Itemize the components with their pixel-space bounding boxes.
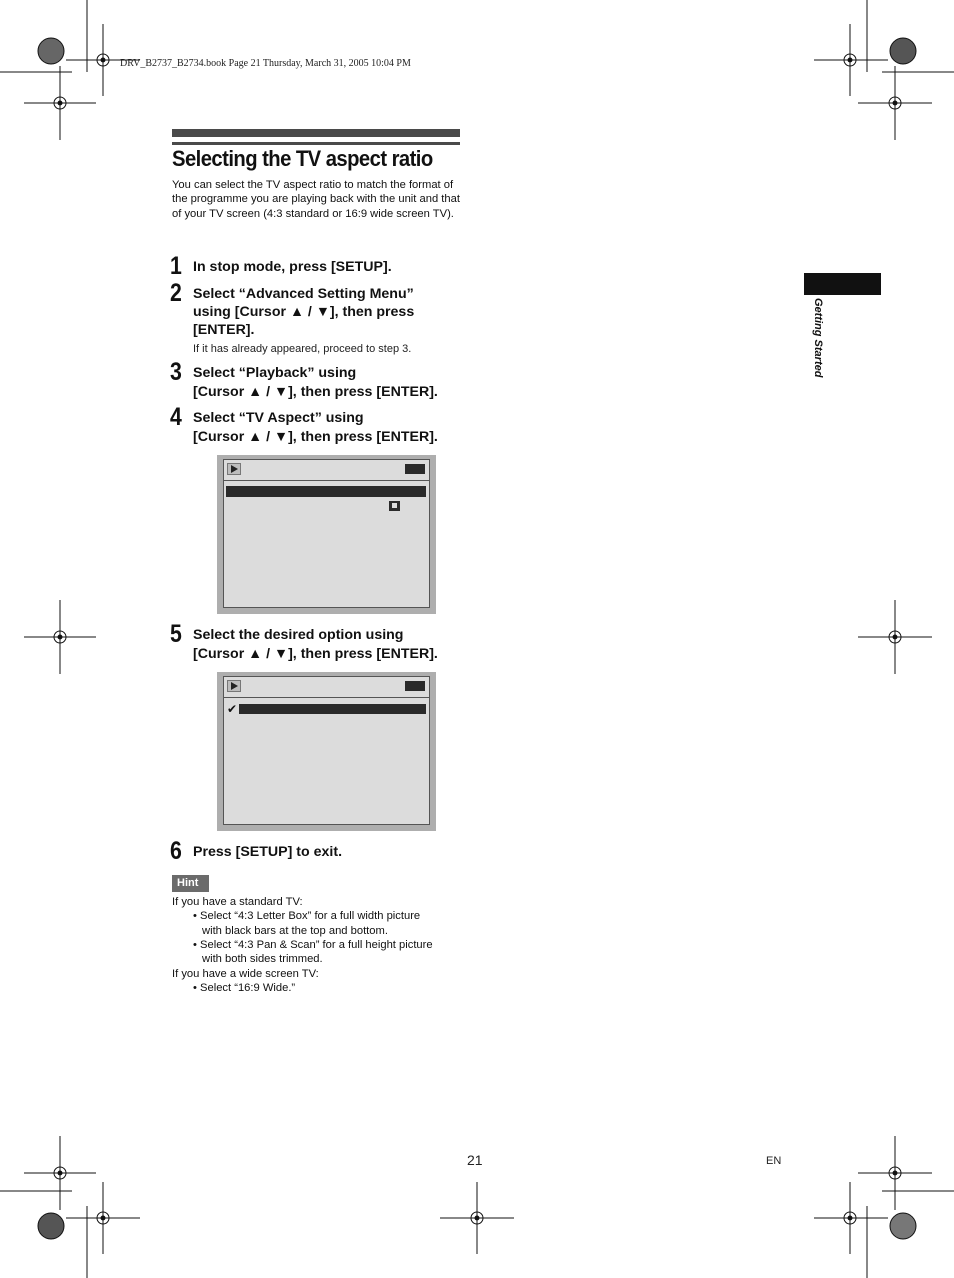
page-title: Selecting the TV aspect ratio — [172, 146, 433, 171]
step-line: Select “Advanced Setting Menu” — [193, 286, 414, 302]
title-rule-thin — [172, 142, 460, 145]
step-line: Press [SETUP] to exit. — [193, 844, 343, 860]
step-line: using [Cursor ▲ / ▼], then press — [193, 304, 415, 320]
section-tab-label: Getting Started — [812, 298, 824, 378]
hint-line: • Select “4:3 Letter Box” for a full width picture — [193, 910, 421, 922]
step-line: Select “TV Aspect” using — [193, 410, 364, 426]
check-icon: ✔ — [227, 702, 238, 716]
step-line: [Cursor ▲ / ▼], then press [ENTER]. — [193, 429, 438, 445]
osd-mode-tag — [405, 464, 425, 474]
play-icon — [227, 680, 241, 692]
section-tab — [804, 273, 881, 295]
hint-line: • Select “16:9 Wide.” — [193, 982, 296, 994]
osd-mode-tag — [405, 681, 425, 691]
step-number: 6 — [170, 837, 182, 865]
osd-header — [224, 460, 429, 481]
intro-paragraph: You can select the TV aspect ratio to match the format of the programme you are playing back with the unit and that of your TV screen (4:3 standard or 16:9 wide screen TV). — [172, 179, 460, 220]
hint-badge: Hint — [172, 875, 209, 892]
step-line: [Cursor ▲ / ▼], then press [ENTER]. — [193, 646, 438, 662]
step-line: In stop mode, press [SETUP]. — [193, 259, 392, 275]
page-number: 21 — [467, 1152, 483, 1168]
submenu-icon — [389, 501, 400, 511]
step-number: 1 — [170, 252, 182, 280]
hint-line: with both sides trimmed. — [202, 953, 323, 965]
osd-screen-options — [217, 672, 436, 831]
step-note: If it has already appeared, proceed to step 3. — [193, 343, 412, 355]
language-code: EN — [766, 1155, 782, 1167]
step-line: Select the desired option using — [193, 627, 404, 643]
hint-line: with black bars at the top and bottom. — [202, 925, 388, 937]
osd-header — [224, 677, 429, 698]
step-number: 5 — [170, 620, 182, 648]
step-number: 3 — [170, 358, 182, 386]
title-rule-thick — [172, 129, 460, 137]
osd-highlight-row — [239, 704, 426, 714]
osd-screen-tv-aspect — [217, 455, 436, 614]
step-line: [Cursor ▲ / ▼], then press [ENTER]. — [193, 384, 438, 400]
hint-line: If you have a wide screen TV: — [172, 968, 319, 980]
step-number: 4 — [170, 403, 182, 431]
hint-line: • Select “4:3 Pan & Scan” for a full height picture — [193, 939, 433, 951]
step-number: 2 — [170, 279, 182, 307]
step-line: [ENTER]. — [193, 322, 255, 338]
osd-highlight-row — [226, 486, 426, 497]
play-icon — [227, 463, 241, 475]
hint-line: If you have a standard TV: — [172, 896, 303, 908]
step-line: Select “Playback” using — [193, 365, 357, 381]
file-header: DRV_B2737_B2734.book Page 21 Thursday, March 31, 2005 10:04 PM — [120, 58, 411, 69]
